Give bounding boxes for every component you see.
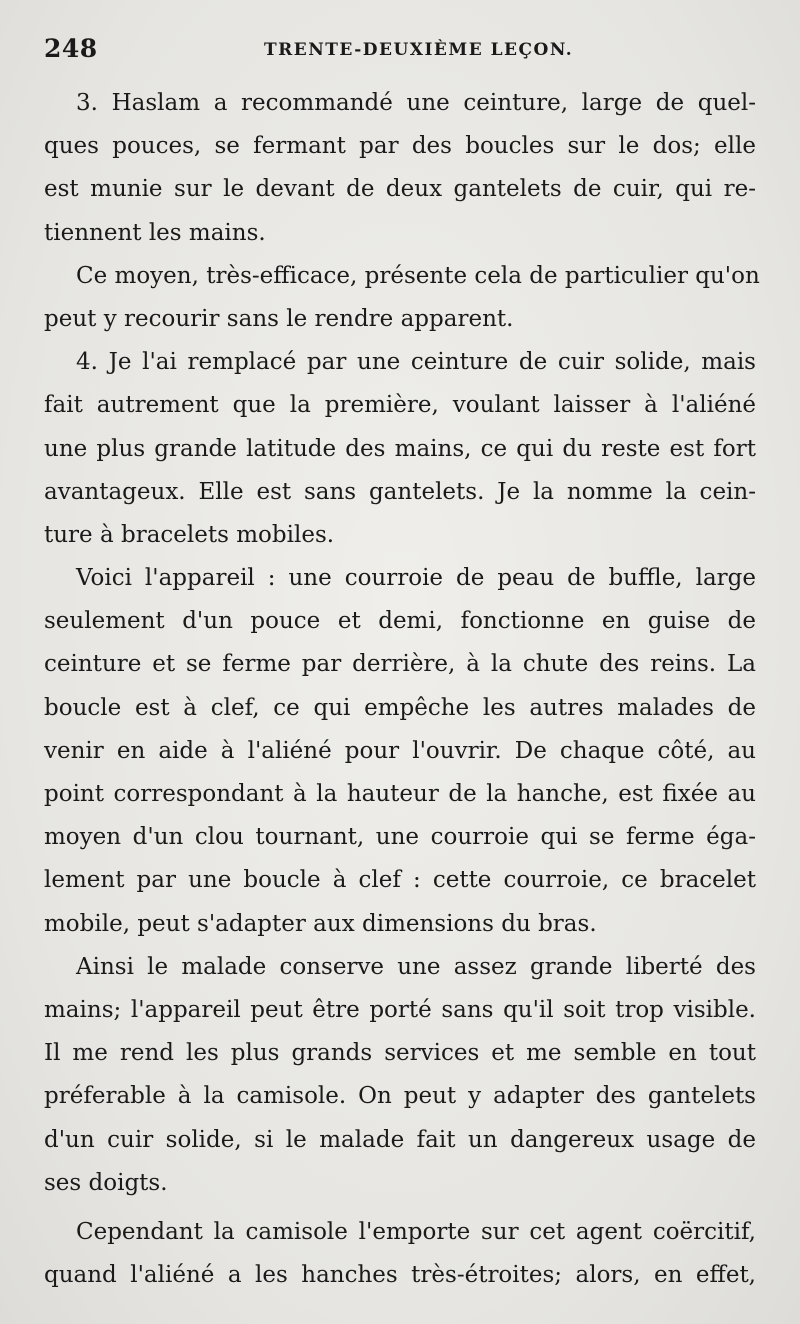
text-line: mains; l'appareil peut être porté sans qu'il soit trop visible. [44,996,756,1023]
text-line: Ainsi le malade conserve une assez grande liberté des [76,953,756,980]
text-line: peut y recourir sans le rendre apparent. [44,305,514,332]
text-line: ques pouces, se fermant par des boucles sur le dos; elle [44,133,756,160]
text-line: seulement d'un pouce et demi, fonctionne en guise de [44,608,756,635]
text-line: ses doigts. [44,1169,168,1196]
text-line: fait autrement que la première, voulant laisser à l'aliéné [44,392,756,419]
page-number: 248 [44,34,98,63]
text-line: Voici l'appareil : une courroie de peau de buffle, large [76,565,756,592]
text-line: 4. Je l'ai remplacé par une ceinture de cuir solide, mais [76,349,756,376]
page-header [44,34,756,68]
text-line: une plus grande latitude des mains, ce qui du reste est fort [44,435,756,462]
text-line: avantageux. Elle est sans gantelets. Je la nomme la cein- [44,478,756,505]
running-title: TRENTE-DEUXIÈME LEÇON. [264,40,574,60]
text-line: venir en aide à l'aliéné pour l'ouvrir. De chaque côté, au [44,737,756,764]
text-line: d'un cuir solide, si le malade fait un dangereux usage de [44,1126,756,1153]
text-line: mobile, peut s'adapter aux dimensions du bras. [44,910,597,937]
text-line: quand l'aliéné a les hanches très-étroites; alors, en effet, [44,1262,756,1289]
text-line: Ce moyen, très-efficace, présente cela de particulier qu'on [76,262,760,289]
text-line: préferable à la camisole. On peut y adapter des gantelets [44,1083,756,1110]
text-line: 3. Haslam a recommandé une ceinture, large de quel- [76,90,756,116]
body-text [44,82,760,1297]
text-line: Cependant la camisole l'emporte sur cet agent coërcitif, [76,1218,756,1245]
text-line: boucle est à clef, ce qui empêche les autres malades de [44,694,756,721]
text-line: ture à bracelets mobiles. [44,521,335,548]
text-line: tiennent les mains. [44,219,266,246]
text-line: est munie sur le devant de deux gantelets de cuir, qui re- [44,176,756,203]
text-line: ceinture et se ferme par derrière, à la chute des reins. La [44,651,756,678]
text-line: Il me rend les plus grands services et me semble en tout [44,1040,756,1067]
text-line: moyen d'un clou tournant, une courroie qui se ferme éga- [44,824,756,851]
text-line: point correspondant à la hauteur de la hanche, est fixée au [44,781,756,807]
text-line: lement par une boucle à clef : cette courroie, ce bracelet [44,867,756,894]
